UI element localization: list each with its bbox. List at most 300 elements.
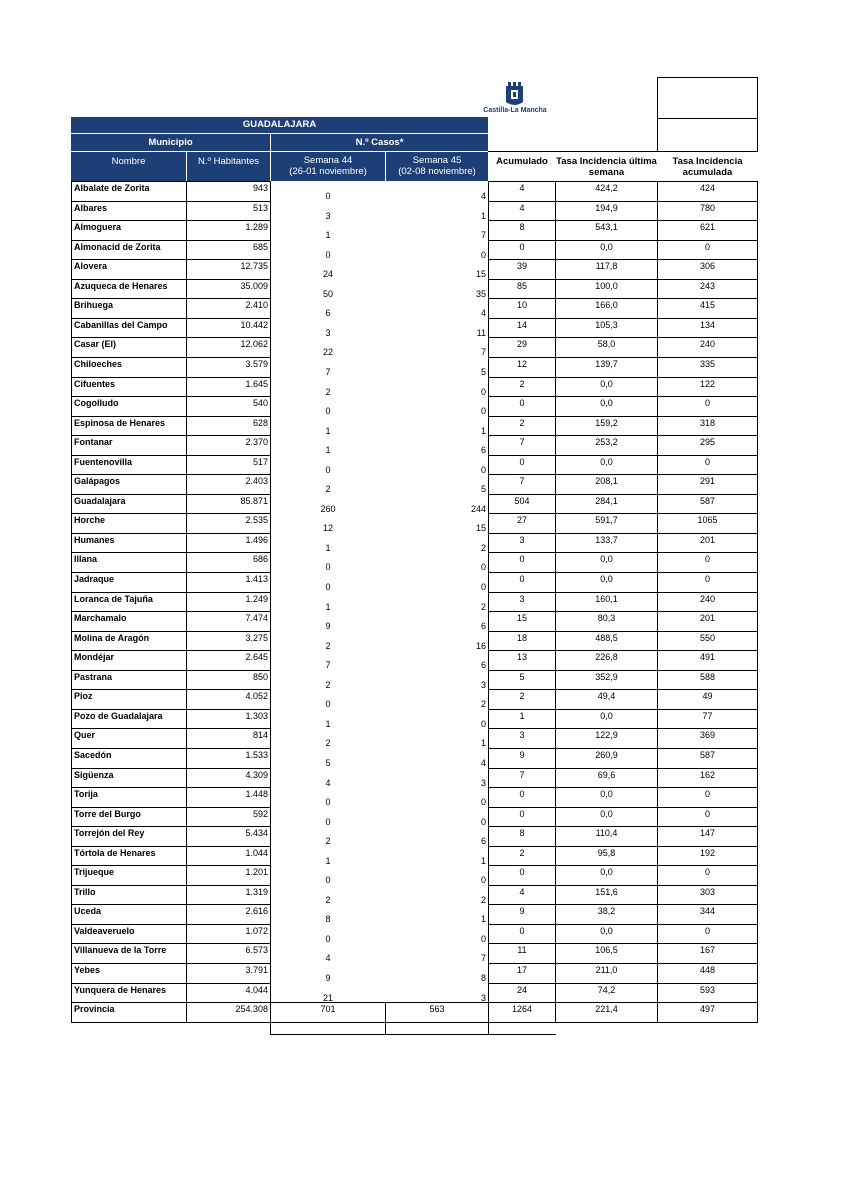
municipio-name: Molina de Aragón — [74, 632, 150, 643]
semana44-value: 4 — [325, 953, 331, 964]
municipio-name: Loranca de Tajuña — [74, 593, 153, 604]
row-rule — [71, 865, 270, 866]
semana45-value: 0 — [480, 464, 486, 475]
tasa-acum-value: 593 — [699, 984, 716, 995]
habitantes-value: 35.009 — [240, 280, 268, 291]
tasa-acum-value: 0 — [704, 808, 710, 819]
semana45-value: 0 — [480, 718, 486, 729]
municipio-name: Brihuega — [74, 300, 114, 311]
row-rule — [488, 846, 758, 847]
municipio-name: Cogolludo — [74, 398, 119, 409]
semana44-value: 2 — [325, 640, 331, 651]
semana44-value: 7 — [325, 660, 331, 671]
row-rule — [71, 455, 270, 456]
semana44-value: 0 — [325, 464, 331, 475]
semana45-value: 3 — [480, 992, 486, 1003]
municipio-name: Azuqueca de Henares — [74, 280, 168, 291]
acumulado-value: 0 — [519, 456, 525, 467]
semana45-value: 244 — [470, 503, 486, 514]
row-rule — [488, 435, 758, 436]
municipio-name: Trillo — [74, 886, 96, 897]
municipio-name: Torija — [74, 789, 98, 800]
semana45-value: 6 — [480, 621, 486, 632]
acumulado-value: 0 — [519, 574, 525, 584]
acumulado-value: 1 — [519, 710, 525, 721]
semana44-value: 0 — [325, 699, 331, 710]
row-rule — [488, 943, 758, 944]
municipio-name: Torrejón del Rey — [74, 828, 145, 839]
row-rule — [71, 318, 270, 319]
habitantes-value: 1.319 — [245, 886, 268, 897]
tasa-acum-value: 306 — [699, 261, 716, 272]
tasa-semana-value: 110,4 — [595, 828, 618, 839]
acumulado-value: 8 — [519, 222, 525, 233]
tasa-semana-value: 226,8 — [595, 652, 618, 663]
tasa-semana-value: 122,9 — [595, 730, 618, 741]
acumulado-value: 8 — [519, 828, 525, 839]
semana45-value: 6 — [480, 445, 486, 456]
tasa-acum-value: 587 — [699, 749, 716, 760]
provincia-habitantes: 254.308 — [235, 1004, 268, 1015]
acumulado-value: 10 — [516, 300, 527, 311]
habitantes-value: 1.533 — [245, 749, 268, 760]
habitantes-value: 592 — [252, 808, 268, 819]
tasa-semana-value: 95,8 — [597, 847, 616, 858]
acumulado-value: 12 — [516, 358, 527, 369]
habitantes-value: 1.413 — [245, 574, 268, 584]
tasa-semana-value: 284,1 — [595, 495, 618, 506]
acumulado-value: 39 — [516, 261, 527, 272]
tasa-semana-value: 49,4 — [597, 691, 616, 702]
row-rule — [71, 631, 270, 632]
semana45-value: 2 — [480, 699, 486, 710]
tasa-semana-value: 211,0 — [595, 965, 618, 975]
tasa-acum-value: 240 — [699, 593, 716, 604]
semana44-value: 5 — [325, 757, 331, 768]
row-rule — [488, 572, 758, 573]
acumulado-value: 4 — [519, 202, 525, 213]
tasa-semana-value: 105,3 — [595, 319, 618, 330]
row-rule — [71, 240, 270, 241]
tasa-semana-value: 488,5 — [595, 632, 618, 643]
tasa-acum-value: 77 — [702, 710, 713, 721]
row-rule — [488, 494, 758, 495]
tasa-semana-value: 208,1 — [595, 476, 618, 487]
municipio-name: Villanueva de la Torre — [74, 945, 167, 956]
provincia-tasa-acum: 497 — [699, 1004, 716, 1015]
tasa-acum-value: 369 — [699, 730, 716, 741]
semana44-value: 2 — [325, 484, 331, 495]
tasa-acum-value: 780 — [699, 202, 716, 213]
tasa-acum-value: 0 — [704, 789, 710, 800]
habitantes-value: 1.249 — [245, 593, 268, 604]
semana45-value: 0 — [480, 562, 486, 573]
row-rule — [71, 1002, 270, 1003]
tasa-acum-header — [658, 156, 757, 180]
semana45-value: 7 — [480, 347, 486, 358]
semana44-value: 21 — [322, 992, 333, 1003]
semana44-value: 1 — [325, 542, 331, 553]
row-rule — [71, 533, 270, 534]
semana45-value: 1 — [480, 855, 486, 866]
semana44-value: 0 — [325, 875, 331, 886]
semana44-value: 22 — [322, 347, 333, 358]
acumulado-value: 3 — [519, 730, 525, 741]
row-rule — [488, 533, 758, 534]
tasa-semana-value: 80,3 — [597, 613, 616, 624]
column-rule — [488, 1022, 489, 1034]
semana44-value: 7 — [325, 366, 331, 377]
semana44-value: 0 — [325, 562, 331, 573]
semana44-value: 1 — [325, 718, 331, 729]
municipio-name: Guadalajara — [74, 495, 126, 506]
row-rule — [488, 455, 758, 456]
habitantes-value: 1.496 — [245, 534, 268, 545]
municipio-header: Municipio — [71, 134, 270, 151]
municipio-name: Valdeaveruelo — [74, 925, 135, 936]
provincia-semana45: 563 — [429, 1004, 445, 1015]
semana45-value: 11 — [476, 327, 486, 338]
row-rule — [71, 220, 270, 221]
acumulado-value: 0 — [519, 554, 525, 565]
row-rule — [488, 240, 758, 241]
tasa-acum-label-1: Tasa Incidencia — [672, 156, 743, 167]
semana44-value: 24 — [322, 269, 333, 280]
column-rule — [555, 181, 556, 1022]
tasa-acum-value: 318 — [699, 417, 716, 428]
tasa-semana-value: 58,0 — [597, 339, 616, 350]
habitantes-value: 12.735 — [240, 261, 268, 272]
semana44-value: 9 — [325, 973, 331, 983]
tasa-acum-value: 167 — [699, 945, 716, 956]
row-rule — [488, 885, 758, 886]
tasa-acum-value: 0 — [704, 398, 710, 409]
tasa-acum-value: 0 — [704, 554, 710, 565]
acumulado-value: 0 — [519, 867, 525, 878]
semana45-value: 1 — [480, 425, 486, 436]
municipio-name: Uceda — [74, 906, 102, 917]
tasa-semana-value: 543,1 — [595, 222, 618, 233]
tasa-acum-value: 291 — [699, 476, 716, 487]
row-rule — [488, 396, 758, 397]
row-rule — [488, 787, 758, 788]
habitantes-value: 1.448 — [245, 789, 268, 800]
acumulado-value: 85 — [516, 280, 527, 291]
semana45-value: 6 — [480, 660, 486, 671]
tasa-semana-value: 0,0 — [600, 456, 613, 467]
column-rule — [757, 181, 758, 1022]
semana44-value: 2 — [325, 679, 331, 690]
municipio-name: Fuentenovilla — [74, 456, 133, 467]
habitantes-value: 540 — [252, 398, 268, 409]
habitantes-value: 1.072 — [245, 925, 268, 936]
acumulado-value: 14 — [516, 319, 527, 330]
nombre-header: Nombre — [71, 152, 186, 181]
tasa-semana-label-2: semana — [588, 167, 625, 178]
tasa-semana-value: 117,8 — [595, 261, 618, 272]
municipio-name: Horche — [74, 515, 106, 526]
tasa-acum-value: 147 — [699, 828, 716, 839]
municipio-name: Galápagos — [74, 476, 121, 487]
tasa-acum-value: 491 — [699, 652, 716, 663]
acumulado-value: 7 — [519, 437, 525, 448]
row-rule — [71, 474, 270, 475]
semana44-value: 0 — [325, 191, 331, 201]
municipio-name: Sacedón — [74, 749, 112, 760]
tasa-semana-value: 151,6 — [595, 886, 618, 897]
habitantes-value: 850 — [252, 671, 268, 682]
habitantes-value: 513 — [252, 202, 268, 213]
semana45-value: 2 — [480, 601, 486, 612]
semana44-value: 0 — [325, 249, 331, 260]
acumulado-value: 2 — [519, 417, 525, 428]
row-rule — [488, 592, 758, 593]
acumulado-value: 29 — [516, 339, 527, 350]
row-rule — [488, 689, 758, 690]
row-rule — [71, 279, 270, 280]
semana45-value: 3 — [480, 679, 486, 690]
semana45-value: 6 — [480, 836, 486, 847]
habitantes-value: 3.275 — [245, 632, 268, 643]
acumulado-value: 17 — [516, 965, 527, 975]
top-right-box — [657, 77, 758, 119]
row-rule — [71, 435, 270, 436]
municipio-name: Cifuentes — [74, 378, 116, 389]
semana45-label: Semana 45 — [412, 155, 462, 166]
row-rule — [71, 611, 270, 612]
acumulado-value: 0 — [519, 925, 525, 936]
habitantes-value: 2.645 — [245, 652, 268, 663]
tasa-semana-value: 69,6 — [597, 769, 616, 780]
semana44-value: 3 — [325, 210, 331, 221]
tasa-acum-value: 243 — [699, 280, 716, 291]
acumulado-value: 24 — [516, 984, 527, 995]
semana45-value: 15 — [475, 523, 486, 534]
semana44-value: 50 — [322, 288, 333, 299]
region-title: GUADALAJARA — [71, 117, 488, 133]
row-rule — [71, 670, 270, 671]
tasa-acum-value: 162 — [699, 769, 716, 780]
acumulado-value: 4 — [519, 886, 525, 897]
row-rule — [71, 337, 270, 338]
semana45-value: 0 — [480, 933, 486, 944]
acumulado-value: 15 — [516, 613, 527, 624]
semana44-header — [271, 152, 385, 181]
tasa-acum-value: 0 — [704, 456, 710, 467]
column-rule — [270, 1022, 271, 1034]
habitantes-value: 517 — [252, 456, 268, 467]
municipio-name: Quer — [74, 730, 96, 741]
acumulado-value: 2 — [519, 847, 525, 858]
row-rule — [71, 963, 270, 964]
semana44-value: 8 — [325, 914, 331, 925]
habitantes-value: 2.616 — [245, 906, 268, 917]
semana44-label: Semana 44 — [303, 155, 353, 166]
row-rule — [71, 709, 270, 710]
municipio-name: Pastrana — [74, 671, 113, 682]
habitantes-value: 685 — [252, 241, 268, 252]
habitantes-value: 1.303 — [245, 710, 268, 721]
semana45-value: 0 — [480, 406, 486, 417]
row-rule — [71, 787, 270, 788]
acumulado-value: 27 — [516, 515, 527, 526]
habitantes-value: 1.645 — [245, 378, 268, 389]
semana45-value: 15 — [475, 269, 486, 280]
semana44-value: 12 — [322, 523, 333, 534]
row-rule — [71, 748, 270, 749]
habitantes-value: 1.044 — [245, 847, 268, 858]
semana45-value: 16 — [475, 640, 486, 651]
acumulado-value: 18 — [516, 632, 527, 643]
semana45-value: 7 — [480, 953, 486, 964]
row-rule — [488, 826, 758, 827]
semana44-value: 2 — [325, 894, 331, 905]
row-rule — [488, 357, 758, 358]
row-rule — [488, 924, 758, 925]
habitantes-value: 1.201 — [245, 867, 268, 878]
municipio-name: Torre del Burgo — [74, 808, 141, 819]
tasa-semana-value: 159,2 — [595, 417, 618, 428]
semana44-value: 0 — [325, 797, 331, 808]
semana44-value: 1 — [325, 425, 331, 436]
municipio-name: Espinosa de Henares — [74, 417, 166, 428]
column-rule — [270, 181, 271, 1022]
acumulado-value: 0 — [519, 808, 525, 819]
row-rule — [488, 768, 758, 769]
semana45-value: 1 — [480, 210, 486, 221]
row-rule — [488, 1002, 758, 1003]
habitantes-value: 4.309 — [245, 769, 268, 780]
tasa-semana-value: 0,0 — [600, 789, 613, 800]
habitantes-value: 686 — [252, 554, 268, 565]
column-rule — [71, 181, 72, 1022]
habitantes-value: 4.044 — [245, 984, 268, 995]
tasa-acum-value: 588 — [699, 671, 716, 682]
semana44-value: 3 — [325, 327, 331, 338]
habitantes-value: 10.442 — [240, 319, 268, 330]
row-rule — [71, 357, 270, 358]
municipio-name: Casar (El) — [74, 339, 117, 350]
municipio-name: Chiloeches — [74, 358, 123, 369]
row-rule — [71, 768, 270, 769]
row-rule — [488, 807, 758, 808]
tasa-acum-value: 621 — [699, 222, 716, 233]
tasa-semana-value: 133,7 — [595, 534, 618, 545]
acumulado-value: 0 — [519, 398, 525, 409]
row-rule — [488, 748, 758, 749]
row-rule — [488, 650, 758, 651]
acumulado-value: 0 — [519, 789, 525, 800]
column-rule — [488, 181, 489, 1022]
tasa-acum-label-2: acumulada — [682, 167, 733, 178]
municipio-name: Pioz — [74, 691, 93, 702]
provincia-label: Provincia — [74, 1004, 115, 1015]
semana45-value: 0 — [480, 582, 486, 592]
acumulado-value: 4 — [519, 183, 525, 193]
row-rule — [71, 377, 270, 378]
acumulado-header: Acumulado — [496, 156, 548, 167]
tasa-acum-value: 550 — [699, 632, 716, 643]
municipio-name: Cabanillas del Campo — [74, 319, 168, 330]
row-rule — [71, 885, 270, 886]
acumulado-value: 2 — [519, 691, 525, 702]
municipio-name: Tórtola de Henares — [74, 847, 156, 858]
habitantes-value: 5.434 — [245, 828, 268, 839]
semana44-dates: (26-01 noviembre) — [289, 166, 367, 177]
habitantes-value: 3.791 — [245, 965, 268, 975]
row-rule — [488, 181, 758, 182]
row-rule — [71, 924, 270, 925]
row-rule — [488, 298, 758, 299]
acumulado-value: 7 — [519, 476, 525, 487]
semana45-value: 3 — [480, 777, 486, 788]
semana44-value: 2 — [325, 738, 331, 749]
column-rule — [186, 181, 187, 1022]
row-rule — [71, 396, 270, 397]
tasa-acum-value: 1065 — [697, 515, 718, 526]
tasa-semana-value: 0,0 — [600, 710, 613, 721]
semana44-value: 0 — [325, 816, 331, 827]
row-rule — [71, 904, 270, 905]
tasa-semana-value: 166,0 — [595, 300, 618, 311]
habitantes-value: 2.410 — [245, 300, 268, 311]
tasa-semana-value: 38,2 — [597, 906, 616, 917]
semana44-value: 1 — [325, 445, 331, 456]
habitantes-value: 2.403 — [245, 476, 268, 487]
row-rule — [488, 337, 758, 338]
tasa-semana-value: 591,7 — [595, 515, 618, 526]
provincia-tasa-semana: 221,4 — [595, 1004, 618, 1015]
castilla-la-mancha-logo — [480, 78, 550, 118]
row-rule — [71, 983, 270, 984]
row-rule — [488, 670, 758, 671]
logo-text: Castilla-La Mancha — [483, 107, 547, 114]
tasa-acum-value: 303 — [699, 886, 716, 897]
row-rule — [71, 689, 270, 690]
semana45-value: 4 — [480, 191, 486, 201]
tasa-acum-value: 201 — [699, 534, 716, 545]
tasa-acum-value: 134 — [699, 319, 716, 330]
tasa-semana-label-1: Tasa Incidencia última — [556, 156, 657, 167]
acumulado-value: 9 — [519, 749, 525, 760]
row-rule — [71, 826, 270, 827]
semana45-value: 0 — [480, 875, 486, 886]
habitantes-value: 85.871 — [240, 495, 268, 506]
semana45-value: 2 — [480, 542, 486, 553]
semana44-value: 2 — [325, 386, 331, 397]
semana44-value: 4 — [325, 777, 331, 788]
habitantes-value: 2.535 — [245, 515, 268, 526]
row-rule — [71, 728, 270, 729]
row-rule — [488, 279, 758, 280]
tasa-acum-value: 192 — [699, 847, 716, 858]
habitantes-value: 2.370 — [245, 437, 268, 448]
tasa-acum-value: 424 — [699, 183, 716, 193]
tasa-semana-value: 194,9 — [595, 202, 618, 213]
tasa-semana-value: 106,5 — [595, 945, 618, 956]
habitantes-value: 6.573 — [245, 945, 268, 956]
tasa-acum-value: 0 — [704, 925, 710, 936]
row-rule — [488, 865, 758, 866]
semana45-value: 0 — [480, 797, 486, 808]
row-rule — [71, 201, 270, 202]
semana44-value: 6 — [325, 308, 331, 319]
tasa-semana-value: 260,9 — [595, 749, 618, 760]
tasa-acum-value: 587 — [699, 495, 716, 506]
semana44-value: 0 — [325, 406, 331, 417]
tasa-acum-value: 49 — [702, 691, 713, 702]
tasa-semana-value: 74,2 — [597, 984, 616, 995]
